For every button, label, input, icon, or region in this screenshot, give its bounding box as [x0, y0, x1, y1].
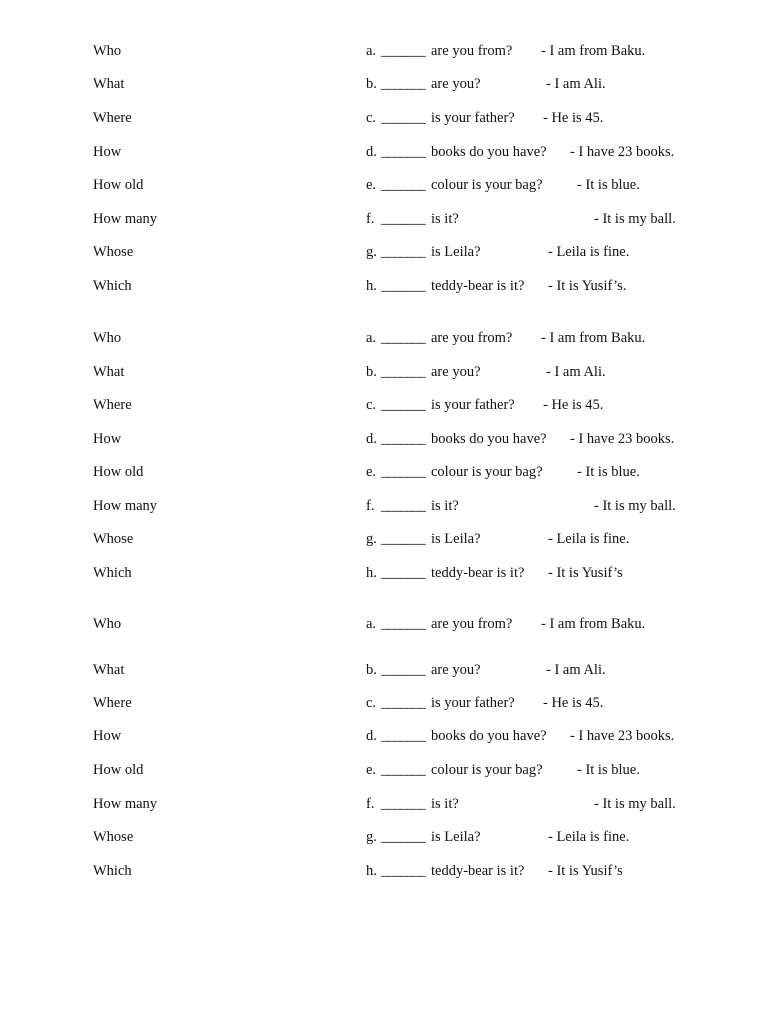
- question-text: is your father?: [431, 695, 515, 711]
- question-text: colour is your bag?: [431, 762, 543, 778]
- question-word: How old: [93, 464, 144, 480]
- item-letter: b.: [366, 662, 377, 678]
- item-letter: g.: [366, 829, 377, 845]
- item-letter: f.: [366, 498, 375, 514]
- answer-blank: _______: [381, 330, 425, 346]
- exercise-row: [0, 498, 768, 518]
- answer-text: - It is blue.: [577, 177, 640, 193]
- answer-blank: _______: [381, 144, 425, 160]
- question-word: Where: [93, 695, 132, 711]
- exercise-row: [0, 464, 768, 484]
- exercise-row: [0, 397, 768, 417]
- exercise-row: [0, 43, 768, 63]
- exercise-row: [0, 330, 768, 350]
- item-letter: b.: [366, 76, 377, 92]
- question-text: are you?: [431, 76, 481, 92]
- item-letter: g.: [366, 531, 377, 547]
- exercise-row: [0, 531, 768, 551]
- question-word: Where: [93, 110, 132, 126]
- question-word: Which: [93, 863, 132, 879]
- exercise-row: [0, 431, 768, 451]
- question-word: Which: [93, 278, 132, 294]
- question-text: is it?: [431, 211, 459, 227]
- exercise-row: [0, 211, 768, 231]
- exercise-row: [0, 616, 768, 636]
- question-word: Whose: [93, 829, 134, 845]
- answer-blank: _______: [381, 498, 425, 514]
- exercise-row: [0, 177, 768, 197]
- answer-blank: _______: [381, 278, 425, 294]
- question-text: teddy-bear is it?: [431, 278, 525, 294]
- answer-blank: _______: [381, 364, 425, 380]
- item-letter: d.: [366, 431, 377, 447]
- answer-blank: _______: [381, 244, 425, 260]
- answer-blank: _______: [381, 728, 425, 744]
- question-text: colour is your bag?: [431, 464, 543, 480]
- answer-blank: _______: [381, 110, 425, 126]
- item-letter: f.: [366, 211, 375, 227]
- question-text: teddy-bear is it?: [431, 863, 525, 879]
- question-word: Who: [93, 43, 122, 59]
- answer-text: - He is 45.: [543, 110, 604, 126]
- answer-blank: _______: [381, 616, 425, 632]
- answer-blank: _______: [381, 531, 425, 547]
- question-text: is Leila?: [431, 829, 481, 845]
- answer-text: - Leila is fine.: [548, 244, 630, 260]
- question-word: How: [93, 431, 122, 447]
- item-letter: h.: [366, 863, 377, 879]
- question-word: How many: [93, 211, 158, 227]
- question-text: is it?: [431, 796, 459, 812]
- answer-blank: _______: [381, 431, 425, 447]
- answer-text: - I am from Baku.: [541, 330, 646, 346]
- question-text: colour is your bag?: [431, 177, 543, 193]
- question-word: What: [93, 364, 125, 380]
- question-text: is Leila?: [431, 244, 481, 260]
- answer-blank: _______: [381, 565, 425, 581]
- question-text: are you from?: [431, 43, 513, 59]
- answer-text: - I am from Baku.: [541, 43, 646, 59]
- exercise-row: [0, 244, 768, 264]
- question-text: is it?: [431, 498, 459, 514]
- exercise-row: [0, 364, 768, 384]
- exercise-row: [0, 695, 768, 715]
- item-letter: e.: [366, 464, 377, 480]
- question-text: books do you have?: [431, 144, 547, 160]
- question-word: Whose: [93, 531, 134, 547]
- exercise-row: [0, 662, 768, 682]
- question-text: books do you have?: [431, 728, 547, 744]
- answer-blank: _______: [381, 177, 425, 193]
- answer-blank: _______: [381, 762, 425, 778]
- question-word: How many: [93, 796, 158, 812]
- item-letter: a.: [366, 330, 377, 346]
- item-letter: d.: [366, 728, 377, 744]
- answer-text: - It is blue.: [577, 762, 640, 778]
- answer-text: - He is 45.: [543, 695, 604, 711]
- item-letter: d.: [366, 144, 377, 160]
- answer-text: - I am Ali.: [546, 662, 606, 678]
- answer-blank: _______: [381, 695, 425, 711]
- item-letter: h.: [366, 565, 377, 581]
- question-word: Which: [93, 565, 132, 581]
- answer-text: - I am from Baku.: [541, 616, 646, 632]
- question-word: Who: [93, 330, 122, 346]
- answer-blank: _______: [381, 43, 425, 59]
- answer-text: - It is my ball.: [594, 498, 676, 514]
- item-letter: h.: [366, 278, 377, 294]
- answer-text: - It is my ball.: [594, 211, 676, 227]
- item-letter: c.: [366, 110, 377, 126]
- question-word: Where: [93, 397, 132, 413]
- answer-blank: _______: [381, 464, 425, 480]
- question-word: How: [93, 144, 122, 160]
- answer-text: - It is Yusif’s: [548, 863, 623, 879]
- answer-blank: _______: [381, 211, 425, 227]
- answer-text: - I am Ali.: [546, 364, 606, 380]
- exercise-row: [0, 796, 768, 816]
- item-letter: a.: [366, 616, 377, 632]
- question-text: are you?: [431, 662, 481, 678]
- question-text: are you from?: [431, 330, 513, 346]
- question-text: teddy-bear is it?: [431, 565, 525, 581]
- answer-text: - It is blue.: [577, 464, 640, 480]
- question-text: are you from?: [431, 616, 513, 632]
- exercise-row: [0, 565, 768, 585]
- question-word: How old: [93, 762, 144, 778]
- item-letter: b.: [366, 364, 377, 380]
- answer-text: - Leila is fine.: [548, 531, 630, 547]
- question-word: Who: [93, 616, 122, 632]
- item-letter: e.: [366, 177, 377, 193]
- question-word: Whose: [93, 244, 134, 260]
- exercise-row: [0, 762, 768, 782]
- exercise-row: [0, 829, 768, 849]
- answer-blank: _______: [381, 662, 425, 678]
- question-text: are you?: [431, 364, 481, 380]
- answer-text: - I have 23 books.: [570, 431, 675, 447]
- answer-text: - I am Ali.: [546, 76, 606, 92]
- item-letter: e.: [366, 762, 377, 778]
- question-word: What: [93, 662, 125, 678]
- question-word: How old: [93, 177, 144, 193]
- answer-text: - I have 23 books.: [570, 728, 675, 744]
- exercise-row: [0, 278, 768, 298]
- item-letter: c.: [366, 397, 377, 413]
- question-word: What: [93, 76, 125, 92]
- answer-text: - It is my ball.: [594, 796, 676, 812]
- exercise-row: [0, 728, 768, 748]
- question-text: is Leila?: [431, 531, 481, 547]
- question-word: How many: [93, 498, 158, 514]
- answer-text: - He is 45.: [543, 397, 604, 413]
- answer-blank: _______: [381, 397, 425, 413]
- question-text: is your father?: [431, 397, 515, 413]
- item-letter: g.: [366, 244, 377, 260]
- answer-text: - I have 23 books.: [570, 144, 675, 160]
- answer-text: - Leila is fine.: [548, 829, 630, 845]
- answer-text: - It is Yusif’s.: [548, 278, 627, 294]
- answer-blank: _______: [381, 829, 425, 845]
- question-text: is your father?: [431, 110, 515, 126]
- item-letter: f.: [366, 796, 375, 812]
- question-word: How: [93, 728, 122, 744]
- item-letter: a.: [366, 43, 377, 59]
- answer-text: - It is Yusif’s: [548, 565, 623, 581]
- exercise-row: [0, 110, 768, 130]
- answer-blank: _______: [381, 796, 425, 812]
- exercise-row: [0, 144, 768, 164]
- item-letter: c.: [366, 695, 377, 711]
- exercise-row: [0, 863, 768, 883]
- answer-blank: _______: [381, 76, 425, 92]
- exercise-row: [0, 76, 768, 96]
- answer-blank: _______: [381, 863, 425, 879]
- question-text: books do you have?: [431, 431, 547, 447]
